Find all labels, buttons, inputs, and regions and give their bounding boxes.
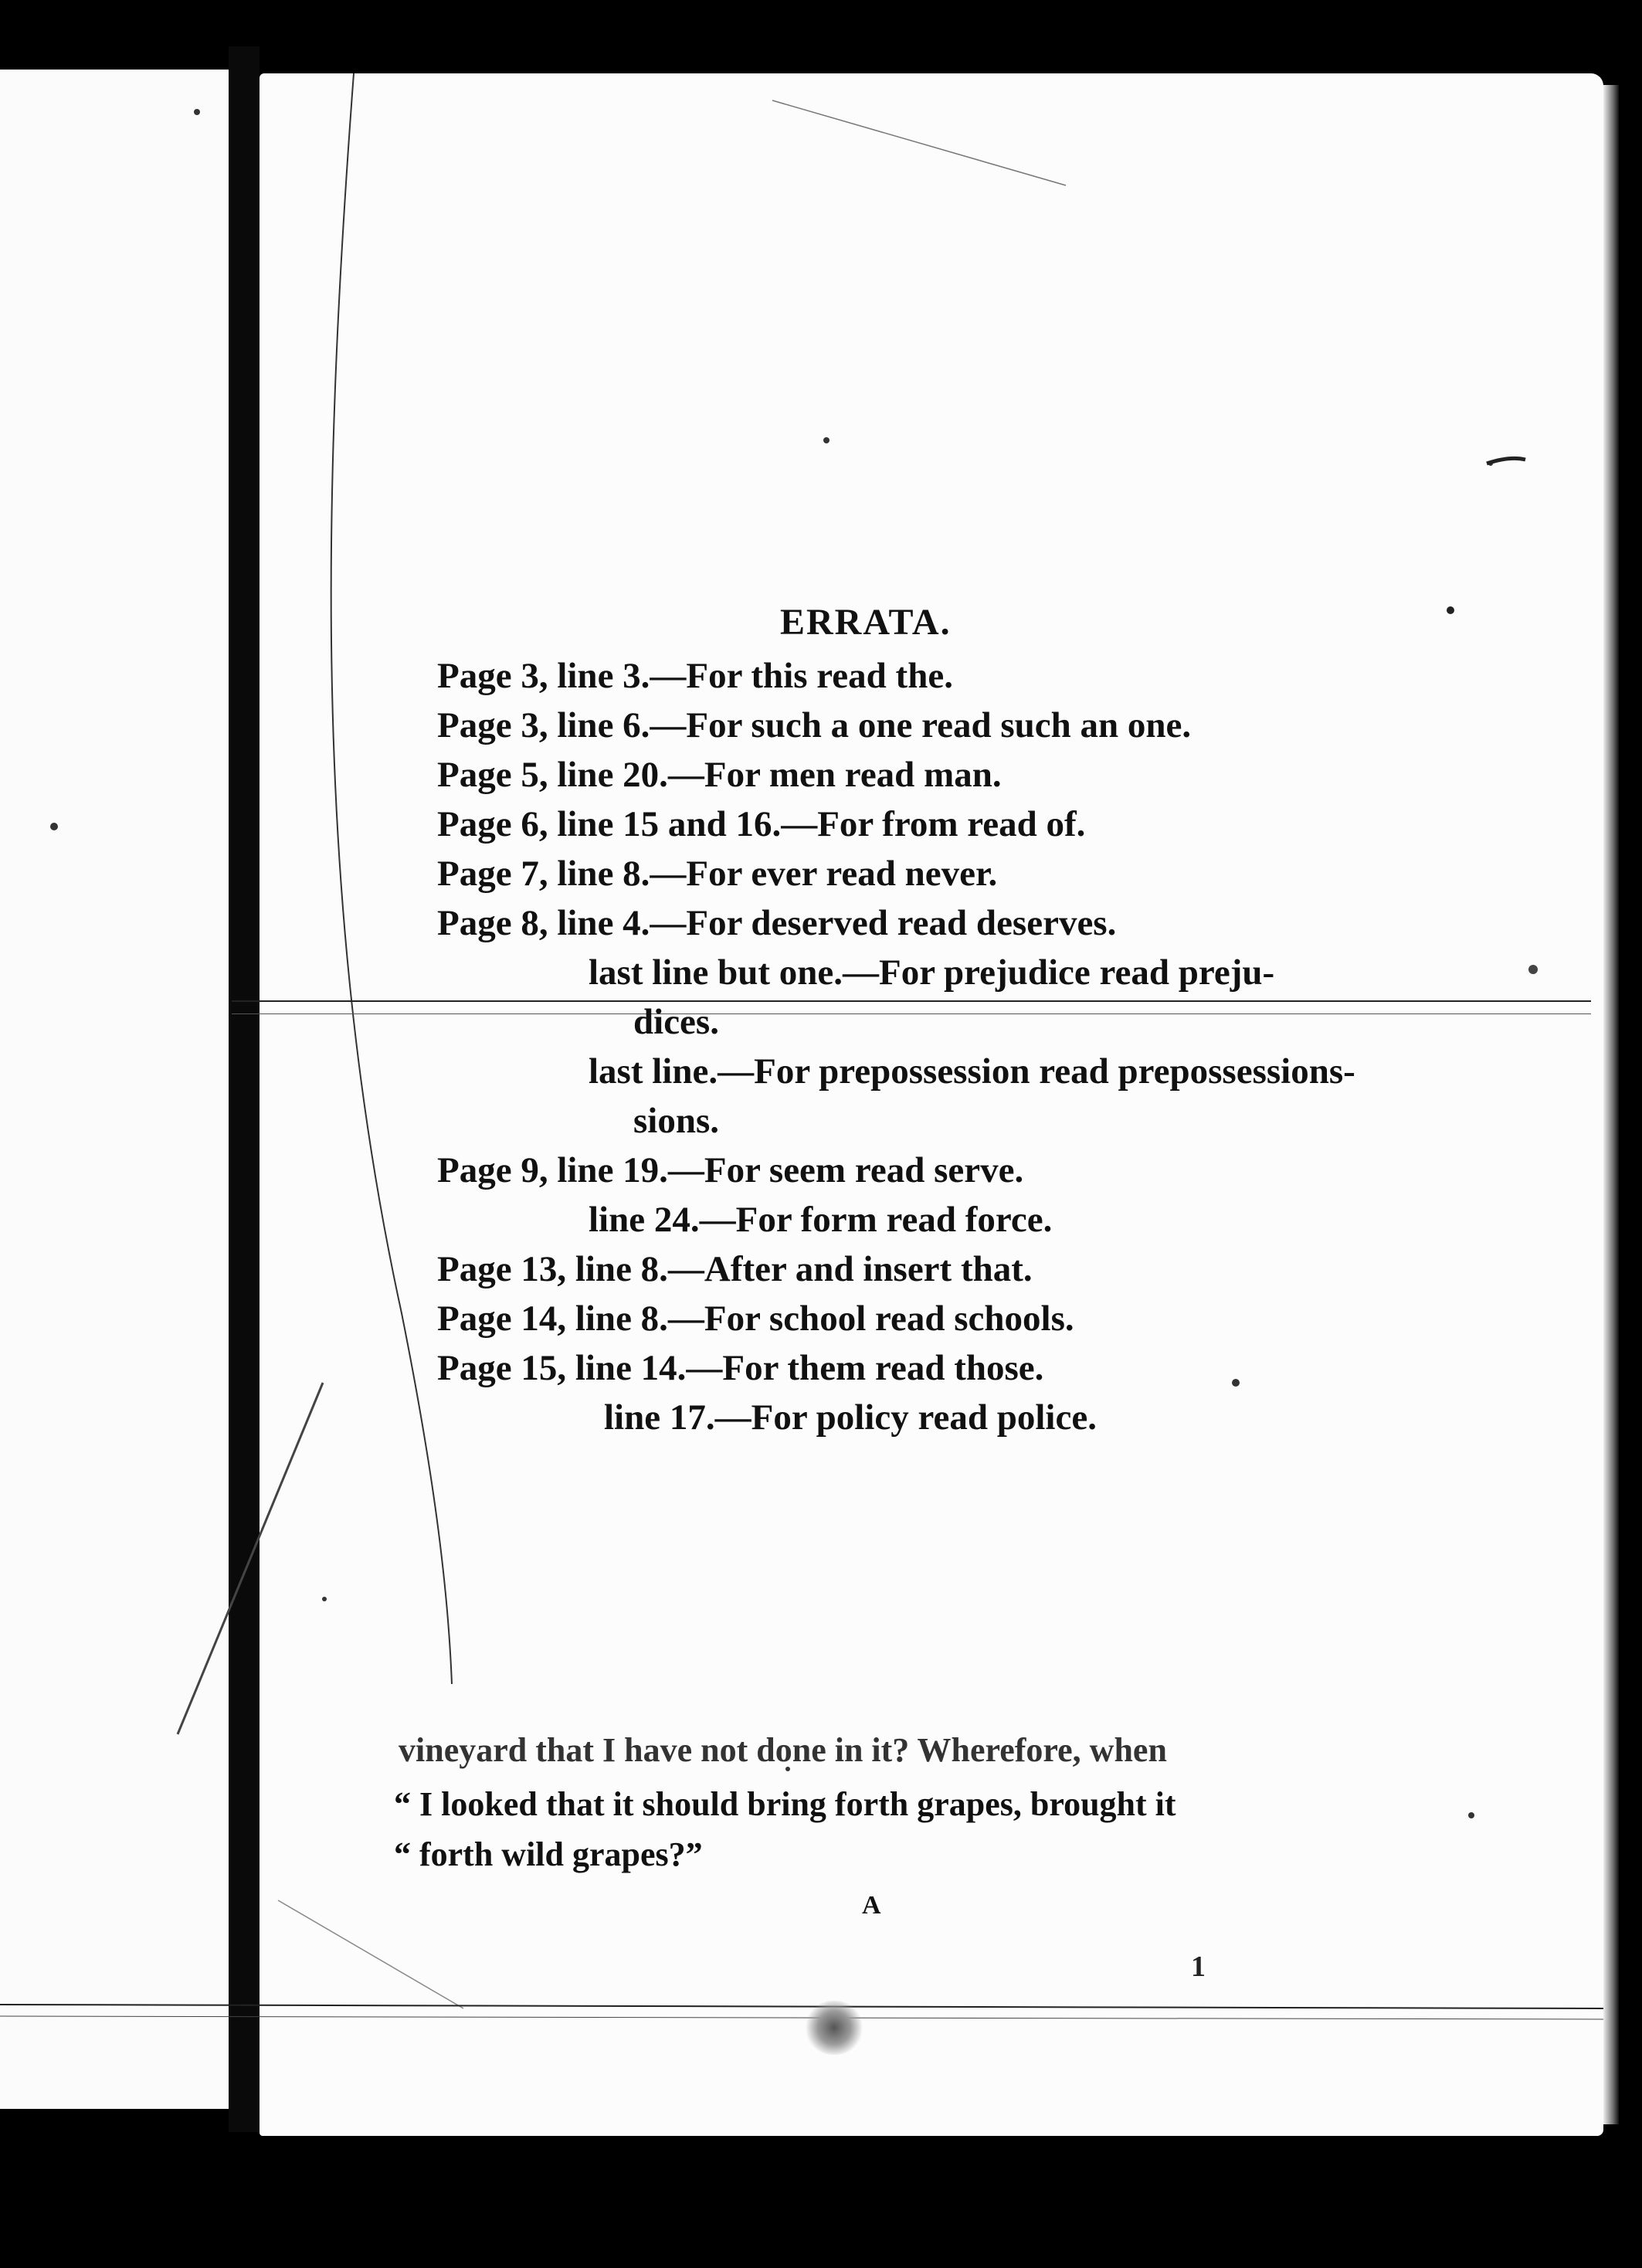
errata-entry: Page 3, line 6.—For such a one read such an one.	[437, 705, 1192, 745]
errata-entry-continuation: dices.	[633, 1002, 719, 1042]
errata-entry-continuation: sions.	[633, 1101, 720, 1141]
errata-entry: last line but one.—For prejudice read preju-	[589, 952, 1275, 993]
errata-entry: Page 5, line 20.—For men read man.	[437, 755, 1002, 795]
errata-entry: Page 8, line 4.—For deserved read deserves.	[437, 903, 1117, 943]
errata-entry: Page 6, line 15 and 16.—For from read of.	[437, 804, 1086, 844]
ink-stain	[803, 2001, 865, 2055]
errata-entry: line 17.—For policy read police.	[604, 1397, 1097, 1438]
errata-entry: Page 3, line 3.—For this read the.	[437, 656, 953, 696]
bleed-through-line: vineyard that I have not done in it? Wherefore, when	[399, 1731, 1167, 1769]
errata-entry: line 24.—For form read force.	[589, 1200, 1053, 1240]
handwritten-mark: 1	[1191, 1951, 1206, 1983]
bleed-through-line: “ I looked that it should bring forth grapes, brought it	[394, 1785, 1176, 1823]
errata-entry: Page 9, line 19.—For seem read serve.	[437, 1150, 1024, 1190]
fold-line	[232, 1000, 1591, 1002]
fold-line	[232, 1013, 1591, 1014]
errata-entry: Page 15, line 14.—For them read those.	[437, 1348, 1044, 1388]
bleed-through-line: “ forth wild grapes?”	[394, 1835, 703, 1873]
errata-entry: Page 14, line 8.—For school read schools.	[437, 1299, 1074, 1339]
errata-entry: Page 13, line 8.—After and insert that.	[437, 1249, 1033, 1289]
errata-entry: last line.—For prepossession read prepossessions-	[589, 1051, 1355, 1092]
errata-heading: ERRATA.	[780, 602, 952, 643]
signature-mark: A	[862, 1891, 881, 1920]
errata-entry: Page 7, line 8.—For ever read never.	[437, 854, 998, 894]
